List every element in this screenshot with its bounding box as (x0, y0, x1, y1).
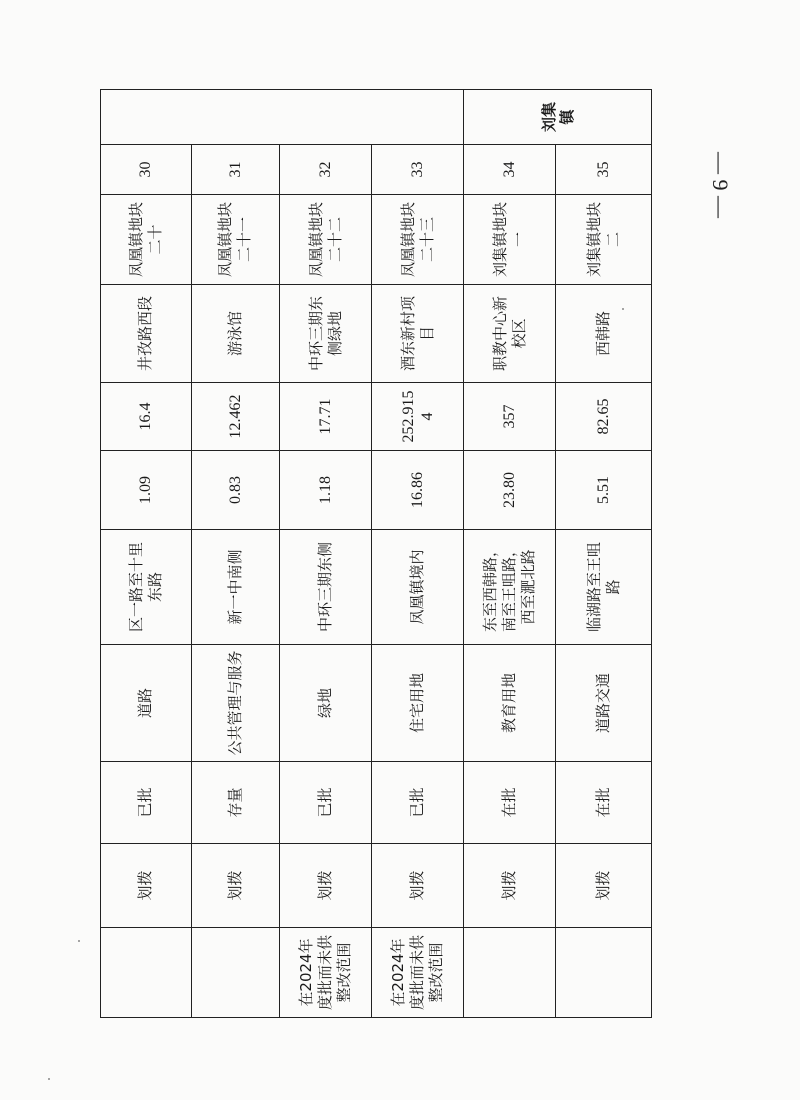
cell-area-ha: 0.83 (191, 451, 279, 530)
table-row (372, 90, 464, 1018)
cell-area-ha: 1.09 (101, 451, 192, 530)
cell-plot: 凤凰镇地块二十三 (372, 195, 464, 285)
cell-location: 中环三期东侧 (279, 530, 372, 645)
group-cell (464, 90, 652, 145)
cell-no: 32 (279, 145, 372, 195)
cell-note (464, 928, 556, 1018)
cell-note: 在2024年度批而未供整改范围 (372, 928, 464, 1018)
cell-supply: 划拨 (464, 844, 556, 928)
cell-project: 游泳馆 (191, 285, 279, 383)
cell-project: 中环三期东侧绿地 (279, 285, 372, 383)
cell-note (191, 928, 279, 1018)
cell-status: 已批 (101, 762, 192, 844)
cell-status: 在批 (464, 762, 556, 844)
cell-area-ha: 23.80 (464, 451, 556, 530)
cell-area-mu: 252.9154 (372, 383, 464, 451)
cell-plot: 刘集镇地块二 (556, 195, 652, 285)
land-supply-table (100, 89, 652, 1018)
cell-plot: 凤凰镇地块二十 (101, 195, 192, 285)
cell-status: 存量 (191, 762, 279, 844)
cell-no: 30 (101, 145, 192, 195)
cell-plot: 凤凰镇地块二十二 (279, 195, 372, 285)
cell-no: 34 (464, 145, 556, 195)
scan-speck (48, 1078, 50, 1080)
group-label: 刘集镇 (539, 102, 576, 133)
cell-use: 公共管理与服务 (191, 645, 279, 762)
cell-area-mu: 82.65 (556, 383, 652, 451)
group-cell (101, 90, 464, 145)
cell-project: 井孜路西段 (101, 285, 192, 383)
cell-area-ha: 16.86 (372, 451, 464, 530)
cell-location: 凤凰镇境内 (372, 530, 464, 645)
cell-use: 住宅用地 (372, 645, 464, 762)
cell-location: 东至西韩路，南至王咀路，西至淝北路 (464, 530, 556, 645)
cell-area-mu: 357 (464, 383, 556, 451)
cell-location: 区一路至十里东路 (101, 530, 192, 645)
cell-area-mu: 12.462 (191, 383, 279, 451)
cell-project: 职教中心新校区 (464, 285, 556, 383)
cell-supply: 划拨 (101, 844, 192, 928)
cell-supply: 划拨 (556, 844, 652, 928)
cell-status: 在批 (556, 762, 652, 844)
cell-project: 西韩路 (556, 285, 652, 383)
cell-location: 新一中南侧 (191, 530, 279, 645)
cell-plot: 刘集镇地块一 (464, 195, 556, 285)
scan-speck (622, 308, 624, 310)
cell-location: 临湖路至王咀路 (556, 530, 652, 645)
rotated-table-frame (100, 90, 652, 1018)
cell-status: 已批 (279, 762, 372, 844)
cell-area-ha: 1.18 (279, 451, 372, 530)
cell-use: 教育用地 (464, 645, 556, 762)
cell-use: 道路 (101, 645, 192, 762)
table-row (279, 90, 372, 1018)
cell-use: 道路交通 (556, 645, 652, 762)
cell-plot: 凤凰镇地块二十一 (191, 195, 279, 285)
cell-area-mu: 16.4 (101, 383, 192, 451)
cell-area-mu: 17.71 (279, 383, 372, 451)
cell-note: 在2024年度批而未供整改范围 (279, 928, 372, 1018)
table-row (556, 90, 652, 1018)
cell-note (556, 928, 652, 1018)
cell-note (101, 928, 192, 1018)
cell-project: 酒东新村项目 (372, 285, 464, 383)
cell-use: 绿地 (279, 645, 372, 762)
table-row (101, 90, 192, 1018)
scan-speck (78, 940, 80, 942)
table-row (191, 90, 279, 1018)
cell-supply: 划拨 (191, 844, 279, 928)
cell-supply: 划拨 (279, 844, 372, 928)
cell-no: 31 (191, 145, 279, 195)
cell-area-ha: 5.51 (556, 451, 652, 530)
cell-no: 33 (372, 145, 464, 195)
page-number: — 9 — (708, 152, 733, 218)
table-row (464, 90, 556, 1018)
cell-supply: 划拨 (372, 844, 464, 928)
cell-no: 35 (556, 145, 652, 195)
cell-status: 已批 (372, 762, 464, 844)
